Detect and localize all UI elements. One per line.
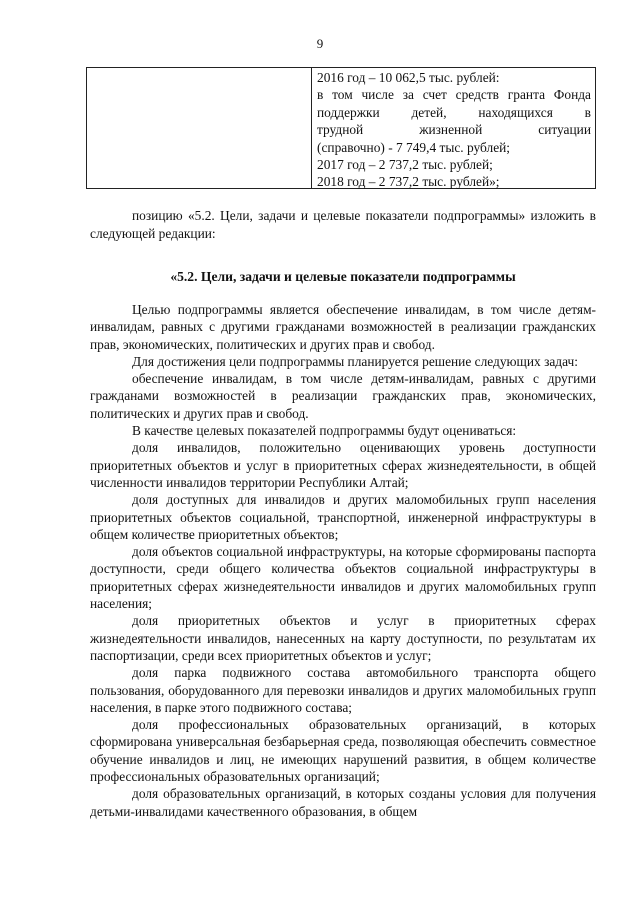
- table-line: трудной жизненной ситуации: [317, 122, 591, 138]
- paragraph-indicator: доля приоритетных объектов и услуг в приоритетных сферах жизнедеятельности инвалидов, нанесенных на карту доступности, по результатам их паспортизации, среди всех приоритетных объектов и услуг;: [90, 613, 596, 663]
- funding-table: [86, 67, 596, 189]
- paragraph-indicator: доля доступных для инвалидов и других маломобильных групп населения приоритетных объектов социальной, транспортной, инженерной инфраструктуры в общем количестве приоритетных объектов;: [90, 492, 596, 542]
- section-heading: «5.2. Цели, задачи и целевые показатели подпрограммы: [170, 269, 516, 284]
- paragraph-indicators-intro: В качестве целевых показателей подпрограммы будут оцениваться:: [132, 423, 517, 439]
- table-line: (справочно) - 7 749,4 тыс. рублей;: [317, 139, 511, 155]
- intro-block: [90, 207, 596, 243]
- intro-paragraph: позицию «5.2. Цели, задачи и целевые показатели подпрограммы» изложить в следующей редакции:: [90, 208, 596, 241]
- paragraph-tasks-intro: Для достижения цели подпрограммы планируется решение следующих задач:: [132, 353, 578, 369]
- paragraph-indicator: доля парка подвижного состава автомобильного транспорта общего пользования, оборудованного для перевозки инвалидов и других маломобильных групп населения, в парке этого подвижного состава;: [90, 665, 596, 715]
- paragraph-indicator: доля образовательных организаций, в которых созданы условия для получения детьми-инвалидами качественного образования, в общем: [90, 786, 596, 819]
- table-line: в том числе за счет средств гранта Фонда: [317, 87, 591, 103]
- paragraph-goal: Целью подпрограммы является обеспечение инвалидам, в том числе детям-инвалидам, равных с другими гражданами возможностей в реализации гражданских прав, экономических, политических и других прав и свобод.: [90, 302, 596, 352]
- table-left-cell: [87, 68, 312, 188]
- table-line: 2018 год – 2 737,2 тыс. рублей»;: [317, 174, 500, 190]
- table-line: 2016 год – 10 062,5 тыс. рублей:: [317, 70, 500, 85]
- paragraph-indicator: доля профессиональных образовательных организаций, в которых сформирована универсальная безбарьерная среда, позволяющая обеспечить совместное обучение инвалидов и лиц, не имеющих нарушений развития, в общем количестве профессиональных образовательных организаций;: [90, 717, 596, 785]
- table-line: 2017 год – 2 737,2 тыс. рублей;: [317, 157, 493, 173]
- table-right-cell: [312, 68, 595, 188]
- paragraph-task: обеспечение инвалидам, в том числе детям-инвалидам, равных с другими гражданами возможностей в реализации гражданских прав, экономических, политических и других прав и свобод.: [90, 371, 596, 421]
- paragraph-indicator: доля объектов социальной инфраструктуры, на которые сформированы паспорта доступности, среди общего количества объектов социальной инфраструктуры в приоритетных сферах жизнедеятельности инвалидов и других маломобильных групп населения;: [90, 544, 596, 612]
- table-line: поддержки детей, находящихся в: [317, 104, 591, 120]
- paragraph-indicator: доля инвалидов, положительно оценивающих уровень доступности приоритетных объектов и услуг в приоритетных сферах жизнедеятельности, в общей численности инвалидов территории Республики Алтай;: [90, 440, 596, 490]
- page-number: 9: [316, 36, 324, 51]
- body-text: [90, 301, 596, 820]
